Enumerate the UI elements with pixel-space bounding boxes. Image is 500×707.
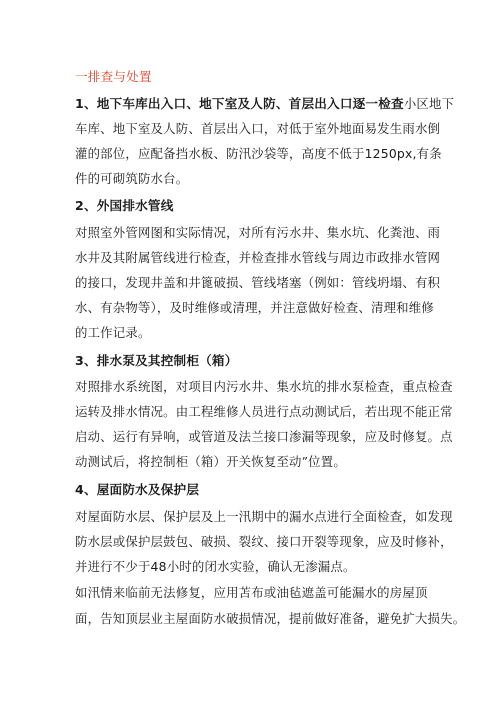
section-4-text-line: 面，告知顶层业主屋面防水破损情况，提前做好准备，避免扩大损失。 [75,611,466,626]
section-3-text-line: 动测试后，将控制柜（箱）开关恢复至动”位置。 [75,454,346,469]
section-1-text-line: 车库、地下室及人防、首层出入口，对低于室外地面易发生雨水倒 [75,121,441,136]
document-title: 一排查与处置 [75,69,152,84]
section-4-text-part: 并进行不少于 [75,559,151,574]
section-4-hours-value: 48 [150,559,167,574]
section-2-text-line: 对照室外管网图和实际情况，对所有污水井、集水坑、化粪池、雨 [75,225,441,240]
section-1-text-part: 灌的部位，应配备挡水板、防汛沙袋等，高度不低于 [75,146,365,161]
section-1-height-value: 1250px, [364,146,417,161]
section-2-text-line: 水井及其附属管线进行检查，并检查排水管线与周边市政排水管网 [75,250,441,265]
section-2-text-line: 水、有杂物等），及时维修或清理，并注意做好检查、清理和维修 [75,300,434,315]
section-1-heading: 1、地下车库出入口、地下室及人防、首层出入口逐一检查 [75,96,404,111]
section-1-text-line [75,145,442,163]
section-4-text-line: 如汛情来临前无法修复，应用苫布或油毡遮盖可能漏水的房屋顶 [75,585,428,600]
section-1-heading-rest: 小区地下 [403,96,455,111]
section-3-text-line: 启动、运行有异响，或管道及法兰接口渗漏等现象，应及时修复。点 [75,429,453,444]
section-4-text-part: 小时的闭水实验，确认无渗漏点。 [166,559,356,574]
section-1-text-part: 有条 [416,146,442,161]
section-4-text-line [75,558,356,576]
section-3-heading: 3、排水泵及其控制柜（箱） [75,353,238,368]
section-2-text-line: 的工作记录。 [75,325,151,340]
section-2-text-line: 的接口，发现井盖和井篦破损、管线堵塞（例如：管线坍塌、有积 [75,275,441,290]
section-2-heading: 2、外国排水管线 [75,198,174,213]
section-4-text-line: 防水层或保护层鼓包、破损、裂纹、接口开裂等现象，应及时修补， [75,534,453,549]
section-1-heading-line [75,95,454,113]
section-3-text-line: 运转及排水情况。由工程维修人员进行点动测试后，若出现不能正常 [75,404,453,419]
section-4-heading: 4、屋面防水及保护层 [75,482,200,497]
section-1-text-line: 件的可砌筑防水台。 [75,171,189,186]
section-4-text-line: 对屋面防水层、保护层及上一汛期中的漏水点进行全面检查，如发现 [75,509,453,524]
section-3-text-line: 对照排水系统图，对项目内污水井、集水坑的排水泵检查，重点检查 [75,379,453,394]
